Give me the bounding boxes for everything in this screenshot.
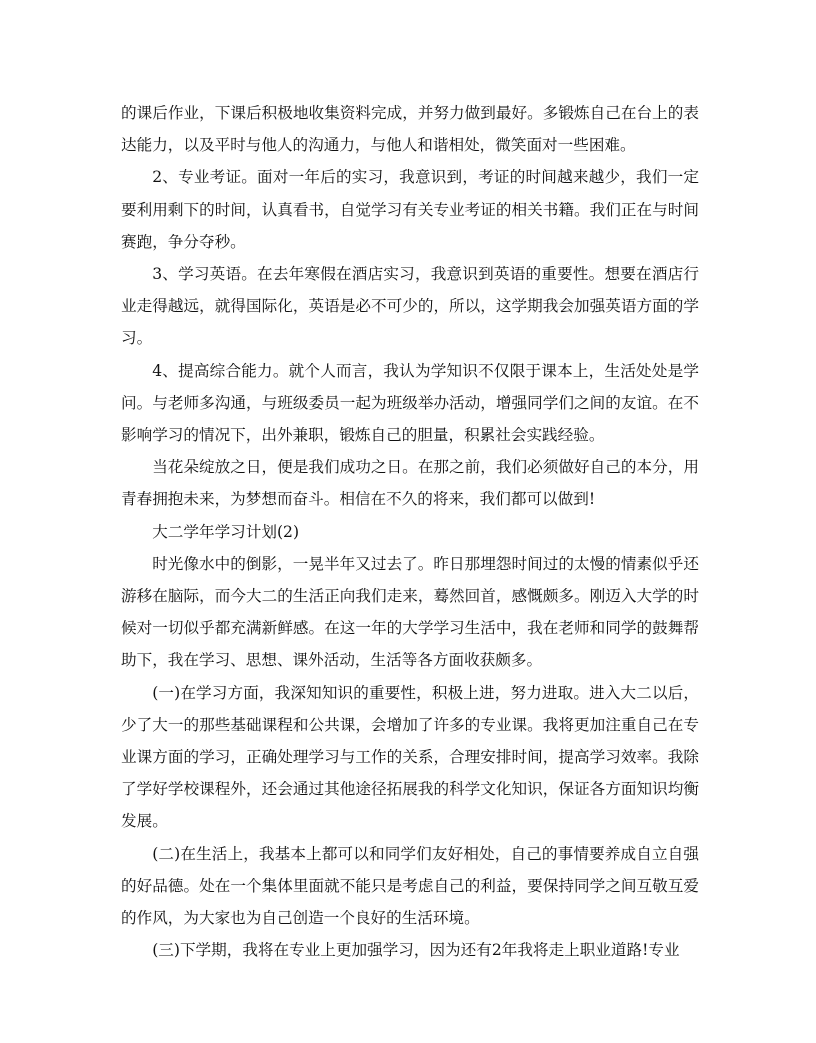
paragraph-study: (一)在学习方面，我深知知识的重要性，积极上进，努力进取。进入大二以后，少了大一的那些基础课程和公共课，会增加了许多的专业课。我将更加注重自己在专业课方面的学习，正确处理学习与工作的关系，合理安排时间，提高学习效率。我除了学好学校课程外，还会通过其他途径拓展我的科学文化知识，保证各方面知识均衡发展。 bbox=[121, 683, 699, 831]
paragraph-continuation: 的课后作业，下课后积极地收集资料完成，并努力做到最好。多锻炼自己在台上的表达能力，以及平时与他人的沟通力，与他人和谐相处，微笑面对一些困难。 bbox=[121, 104, 699, 155]
paragraph-conclusion: 当花朵绽放之日，便是我们成功之日。在那之前，我们必须做好自己的本分，用青春拥抱未来，为梦想而奋斗。相信在不久的将来，我们都可以做到! bbox=[121, 458, 699, 509]
document-body bbox=[121, 97, 699, 966]
paragraph-next-semester: (三)下学期，我将在专业上更加强学习，因为还有2年我将走上职业道路!专业 bbox=[152, 941, 680, 960]
paragraph-intro: 时光像水中的倒影，一晃半年又过去了。昨日那埋怨时间过的太慢的情素似乎还游移在脑际，而今大二的生活正向我们走来，蓦然回首，感慨颇多。刚迈入大学的时候对一切似乎都充满新鲜感。在这一年的大学学习生活中，我在老师和同学的鼓舞帮助下，我在学习、思想、课外活动，生活等各方面收获颇多。 bbox=[121, 554, 699, 670]
section-heading: 大二学年学习计划(2) bbox=[152, 522, 300, 541]
paragraph-professional-certificate: 2、专业考证。面对一年后的实习，我意识到，考证的时间越来越少，我们一定要利用剩下的时间，认真看书，自觉学习有关专业考证的相关书籍。我们正在与时间赛跑，争分夺秒。 bbox=[121, 168, 699, 251]
paragraph-learn-english: 3、学习英语。在去年寒假在酒店实习，我意识到英语的重要性。想要在酒店行业走得越远，就得国际化，英语是必不可少的，所以，这学期我会加强英语方面的学习。 bbox=[121, 265, 699, 348]
paragraph-life: (二)在生活上，我基本上都可以和同学们友好相处，自己的事情要养成自立自强的好品德。处在一个集体里面就不能只是考虑自己的利益，要保持同学之间互敬互爱的作风，为大家也为自己创造一个良好的生活环境。 bbox=[121, 844, 699, 928]
paragraph-comprehensive-ability: 4、提高综合能力。就个人而言，我认为学知识不仅限于课本上，生活处处是学问。与老师多沟通，与班级委员一起为班级举办活动，增强同学们之间的友谊。在不影响学习的情况下，出外兼职，锻炼自己的胆量，积累社会实践经验。 bbox=[121, 361, 699, 445]
